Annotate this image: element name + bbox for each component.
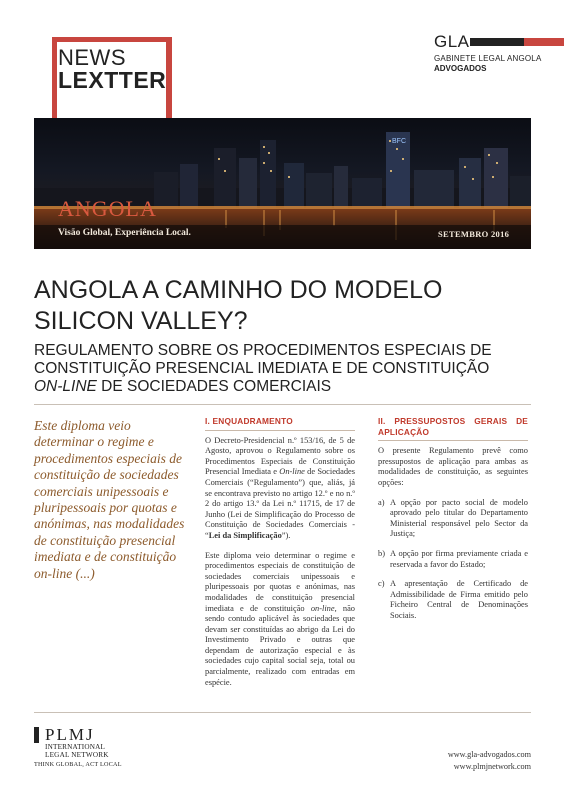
article-headline [34, 275, 534, 337]
plmj-logo-line-2: LEGAL NETWORK [45, 751, 109, 759]
p1-text-a: O Decreto-Presidencial n.º 153/16, de 5 de Agosto, aprovou o Regulamento sobre os Procedimentos Especiais de Constituição Presencial Imediata e [205, 435, 355, 477]
subheadline-online: ON-LINE [34, 378, 97, 395]
list-item-key: a) [378, 497, 385, 507]
gla-logo [434, 32, 542, 73]
section-1-heading: I. ENQUADRAMENTO [205, 416, 355, 431]
footer-links [420, 749, 531, 773]
column-pressupostos [378, 416, 528, 631]
list-item [378, 549, 528, 570]
section-divider-top [34, 404, 531, 405]
section-2-heading: II. PRESSUPOSTOS GERAIS DE APLICAÇÃO [378, 416, 528, 441]
subheadline-line-3 [34, 378, 534, 396]
p1-text-b: de Sociedades Comerciais (“Regulamento”) que, aliás, já se encontrava previsto no artigo 12.º e no n.º 2 do artigo 13.º da Lei n.º 11715, de 17 de Junho (Lei de Simplificação do Processo de Constituição de Sociedades Comerciais - “ [205, 467, 355, 540]
masthead-title [58, 47, 166, 91]
list-item-text: A apresentação de Certificado de Admissibilidade de Firma emitido pelo Ficheiro Central de Denominações Sociais. [390, 579, 528, 620]
link-gla-website[interactable]: www.gla-advogados.com [447, 750, 531, 759]
section-divider-bottom [34, 712, 531, 713]
list-item [378, 579, 528, 621]
plmj-logo [34, 727, 122, 769]
section-1-paragraph-1 [205, 436, 355, 542]
masthead-news: NEWS [58, 45, 126, 70]
p2-text-b: , não sendo contudo aplicável às sociedades que devam ser constituídas ao abrigo da Lei do Investimento Privado e outras que dependam de autorização especial e às sociedades cujo capital social seja, total ou parcialmente, realizado com entradas em espécie. [205, 603, 355, 687]
p2-text-em: on-line [310, 603, 335, 613]
plmj-logo-line-1: INTERNATIONAL [45, 743, 106, 751]
list-item-text: A opção por pacto social de modelo aprovado pelo titular do Departamento Ministerial responsável pelo Sector da Justiça; [390, 497, 528, 539]
subheadline-line-1: REGULAMENTO SOBRE OS PROCEDIMENTOS ESPECIAIS DE [34, 342, 492, 359]
headline-line-1: ANGOLA A CAMINHO DO MODELO [34, 276, 443, 304]
link-plmj-website[interactable]: www.plmjnetwork.com [453, 762, 531, 771]
subheadline-line-2: CONSTITUIÇÃO PRESENCIAL IMEDIATA E DE CONSTITUIÇÃO [34, 360, 490, 377]
plmj-tagline: THINK GLOBAL, ACT LOCAL [34, 761, 122, 768]
pull-quote: Este diploma veio determinar o regime e procedimentos especiais de constituição de sociedades comerciais unipessoais e pluripessoais por quotas e anónimas, nas modalidades de constituição presencial imediata e de constituição on-line (...) [34, 418, 185, 581]
list-item-key: b) [378, 548, 385, 558]
section-1-paragraph-2 [205, 551, 355, 689]
gla-logo-name: GABINETE LEGAL ANGOLA [434, 54, 542, 63]
list-item-key: c) [378, 579, 385, 589]
list-item [378, 498, 528, 540]
issue-date: SETEMBRO 2016 [438, 229, 510, 239]
subheadline-line-3-rest: DE SOCIEDADES COMERCIAIS [96, 378, 332, 395]
gla-logo-mark: GLA [434, 32, 470, 51]
tower-sign: BFC [392, 138, 406, 145]
plmj-logo-mark: PLMJ [34, 727, 122, 743]
p2-text-a: Este diploma veio determinar o regime e procedimentos especiais de constituição de sociedades comerciais unipessoais e pluripessoais por quotas e anónimas, nas modalidades de constituição presencial imediata e de constituição [205, 550, 355, 613]
banner-tagline: Visão Global, Experiência Local. [58, 228, 191, 238]
article-subheadline [34, 342, 534, 396]
column-enquadramento [205, 416, 355, 697]
gla-logo-sub: ADVOGADOS [434, 64, 487, 73]
masthead-lettter: LEXTTER [58, 67, 167, 93]
p1-text-c: ”). [281, 530, 291, 540]
headline-line-2: SILICON VALLEY? [34, 307, 248, 335]
list-item-text: A opção por firma previamente criada e reservada a favor do Estado; [390, 548, 528, 569]
section-2-intro: O presente Regulamento prevê como pressupostos de aplicação para ambas as modalidades de constituição, as seguintes opções: [378, 446, 528, 487]
banner-title: ANGOLA [58, 196, 157, 221]
gla-logo-bar [470, 38, 564, 46]
p1-text-strong: Lei da Simplificação [208, 530, 282, 540]
p1-text-em: On-line [279, 467, 305, 477]
